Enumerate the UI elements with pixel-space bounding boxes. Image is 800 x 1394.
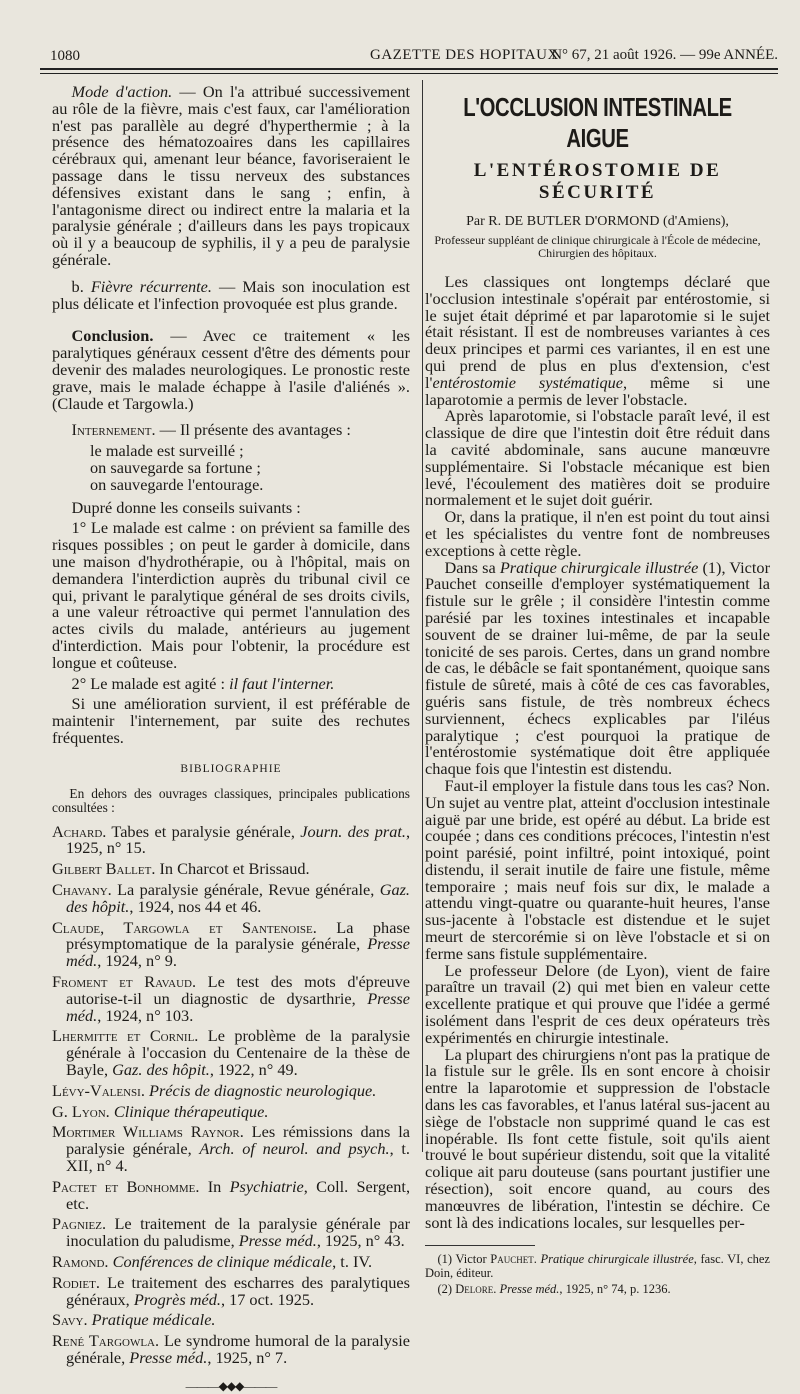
- article-title: L'OCCLUSION INTESTINALE AIGUE: [463, 92, 732, 153]
- bib-author: Pactet et Bonhomme.: [52, 1176, 200, 1196]
- journal-title: GAZETTE DES HOPITAUX: [370, 47, 559, 63]
- bibliography-entry: [52, 1254, 410, 1271]
- bibliography-entry: [52, 1312, 410, 1329]
- bib-ref: , Coll. Sergent, etc.: [66, 1176, 411, 1213]
- page-header: [40, 40, 778, 68]
- bib-text: Le traitement de la paralysie générale par inoculation du paludisme,: [66, 1214, 410, 1251]
- fievre-label: Fièvre récurrente.: [90, 276, 212, 296]
- author-affiliation: Professeur suppléant de clinique chirurgicale à l'École de médecine, Chirurgien des hôpitaux.: [434, 233, 761, 260]
- footnote: [425, 1252, 770, 1280]
- footnote-source: Pratique chirurgicale illustrée: [540, 1252, 694, 1267]
- bib-source: Psychiatrie: [229, 1176, 304, 1196]
- bibliography-entry: [52, 1333, 410, 1367]
- internement-paragraph: Internement. — Il présente des avantages :: [71, 420, 351, 440]
- footnote: [425, 1282, 770, 1296]
- bib-ref: , t. IV.: [332, 1252, 373, 1272]
- body-paragraph-7: La plupart des chirurgiens n'ont pas la pratique de la fistule sur le grêle. Ils en sont encore à choisir entre la laparotomie et suppression de l'obstacle dans les cas favorables, et l'anus latéral sus-jacent au siège de l'obstacle non supprimé quand le cas est inopérable. Ils font cette fistule, soit qu'ils aient trouvé le bout supérieur distendu, soit que la vitalité colique ait paru douteuse (sans pourtant justifier une résection), soit encore quand, au cours des manœuvres de libération, l'intestin se déchire. Ce sont là des indications locales, sur lesquelles per-: [425, 1044, 770, 1232]
- list-item: on sauvegarde sa fortune ;: [90, 457, 261, 477]
- bib-ref: Charcot et Brissaud.: [177, 859, 310, 879]
- footnote-author: Delore.: [455, 1282, 497, 1297]
- ornament-divider: ———◆◆◆———: [185, 1378, 277, 1393]
- bib-ref: , 1924, nos 44 et 46.: [129, 896, 262, 916]
- body-paragraph-6: Le professeur Delore (de Lyon), vient de faire paraître un travail (2) qui met bien en valeur cette excellente pratique et qui prouve que l'idée a germé isolément dans l'esprit de ces deux opérateurs très expérimentés en chirurgie intestinale.: [425, 960, 770, 1047]
- amelioration-paragraph: Si une amélioration survient, il est préférable de maintenir l'internement, par suite des rechutes fréquentes.: [52, 694, 410, 747]
- page-number: 1080: [50, 48, 80, 64]
- bib-author: Gilbert Ballet.: [52, 859, 156, 879]
- bib-text: Tabes et paralysie générale,: [106, 821, 301, 841]
- bibliography-entry: [52, 882, 410, 916]
- bib-author: Lhermitte et Cornil.: [52, 1026, 199, 1046]
- bib-author: Chavany.: [52, 880, 112, 900]
- bib-source: Gaz. des hôpit.: [66, 880, 410, 916]
- bib-source: Presse méd.: [66, 934, 410, 971]
- bibliography-entry: [52, 1272, 410, 1309]
- bibliography-entry: [52, 1124, 410, 1174]
- mode-paragraph: Mode d'action. — On l'a attribué successivement au rôle de la fièvre, mais c'est faux, car l'amélioration n'est pas parallèle au degré d'hyperthermie ; à la présence des hématozoaires dans les capillaires cérébraux qui, amenant leur béance, favoriseraient le passage dans le tissu nerveux des substances défensives existant dans le sang ; enfin, à l'antagonisme direct ou indirect entre la malaria et la paralysie générale ; d'ailleurs dans les pays tropicaux où il y a beaucoup de syphilis, il y a peu de paralysie générale.: [52, 82, 411, 269]
- body-paragraph-2: Après laparotomie, si l'obstacle paraît levé, il est classique de dire que l'intestin doit être réduit dans la cavité abdominale, sans aucune manœuvre supplémentaire. Si l'obstacle mécanique est bien levé, l'écoulement des matières doit se produire normalement et le sujet doit guérir.: [425, 406, 770, 510]
- conclusion-label: Conclusion.: [71, 326, 154, 346]
- bib-source: Journ. des prat.: [300, 821, 406, 841]
- avantages-list: [52, 443, 410, 493]
- bib-author: René Targowla.: [52, 1331, 160, 1351]
- bib-text: Le syndrome humoral de la paralysie générale,: [66, 1331, 410, 1367]
- issue-info: N° 67, 21 août 1926. — 99e ANNÉE.: [551, 47, 778, 63]
- conseil-2-paragraph: 2° Le malade est agité : il faut l'interner.: [71, 673, 335, 693]
- bib-source: Clinique thérapeutique.: [113, 1101, 269, 1121]
- footnote-rule: [425, 1245, 535, 1246]
- bib-author: Ramond.: [52, 1252, 109, 1272]
- bib-author: Froment et Ravaud.: [52, 972, 197, 992]
- dupre-paragraph: Dupré donne les conseils suivants :: [71, 497, 301, 517]
- footnote-source: Presse méd.: [499, 1282, 560, 1297]
- footnote-num: (2): [437, 1282, 456, 1297]
- bibliography-entry: [52, 1216, 410, 1250]
- mode-label: Mode d'action.: [71, 82, 173, 101]
- bib-source: Pratique médicale.: [91, 1310, 216, 1330]
- bibliography-entry: [52, 1028, 410, 1078]
- header-rule: [40, 68, 778, 70]
- column-divider: [422, 80, 423, 1152]
- bib-ref: , 1925, n° 7.: [207, 1348, 288, 1367]
- bibliography-list: [52, 821, 411, 1367]
- bib-text: La paralysie générale, Revue générale,: [111, 880, 380, 900]
- bibliography-entry: [52, 821, 411, 858]
- bib-source: Gaz. des hôpit.: [112, 1060, 210, 1080]
- bib-text: Le problème de la paralysie générale à l'occasion du Centenaire de la thèse de Bayle,: [66, 1026, 410, 1080]
- bib-text: Le traitement des escharres des paralytiques généraux,: [66, 1272, 410, 1309]
- left-column: [52, 84, 410, 1394]
- bib-author: Achard.: [52, 821, 107, 841]
- bibliography-entry: [52, 861, 410, 878]
- bibliography-entry: [52, 974, 410, 1024]
- bib-ref: , t. XII, n° 4.: [66, 1139, 410, 1176]
- bibliography-entry: [52, 1176, 411, 1213]
- bib-source: Conférences de clinique médicale: [112, 1252, 333, 1272]
- bib-source: Presse méd.: [129, 1348, 208, 1367]
- bibliography-entry: [52, 1080, 410, 1100]
- footnote-author: Pauchet.: [490, 1252, 537, 1267]
- body-paragraph-3: Or, dans la pratique, il n'en est point du tout ainsi et les spécialistes du ventre font de nombreuses exceptions à cette règle.: [425, 507, 770, 560]
- bib-text: In: [199, 1176, 230, 1196]
- bib-text: Le test des mots d'épreuve autorise-t-il un diagnostic de dysarthrie,: [66, 972, 410, 1008]
- bib-author: Mortimer Williams Raynor.: [52, 1122, 244, 1142]
- bib-author: Claude, Targowla et Santenoise.: [52, 917, 317, 937]
- bib-author: Savy.: [52, 1310, 88, 1330]
- bib-ref: , 17 oct. 1925.: [220, 1289, 315, 1309]
- bib-ref: , 1925, n° 15.: [66, 821, 411, 858]
- footnote-ref: , fasc. VI, chez Doin, éditeur.: [425, 1252, 770, 1281]
- footnote-num: (1) Victor: [437, 1252, 491, 1267]
- bibliography-heading: BIBLIOGRAPHIE: [180, 762, 282, 775]
- list-item: on sauvegarde l'entourage.: [90, 474, 264, 494]
- bib-source: Presse méd.: [238, 1231, 317, 1251]
- body-paragraph-4: Dans sa Pratique chirurgicale illustrée (1), Victor Pauchet conseille d'employer systématiquement la fistule sur le grêle ; il considère l'intestin comme parésié par les toxines intestinales et incapable souvent de se drainer lui-même, de par la seule tonicité de ses parois. Certes, dans un grand nombre de cas, le débâcle se fait spontanément, quoique sans fistule de sûreté, mais à côté de ces cas favorables, guéris sans fistule, de très nombreux échecs surviennent, échecs explicables par l'iléus paralytique ; c'est pourquoi la pratique de l'entérostomie systématique doit être appliquée chaque fois que l'intestin est distendu.: [425, 557, 770, 779]
- bib-author: Pagniez.: [52, 1214, 107, 1234]
- conseil-1-paragraph: 1° Le malade est calme : on prévient sa famille des risques possibles ; on peut le garder à domicile, dans une maison d'hydrothérapie, ou à l'hôpital, mais on demandera l'interdiction auprès du tribunal civil ce qui, privant le paralytique général de ses droits civils, a une valeur rétroactive qui permet l'annulation des actes civils du malade, antérieurs au jugement d'interdiction. Mais pour l'obtenir, la procédure est longue et coûteuse.: [52, 518, 410, 672]
- footnote-ref: , 1925, n° 74, p. 1236.: [559, 1282, 671, 1297]
- header-rule-thin: [40, 73, 778, 74]
- internement-label: Internement.: [71, 420, 156, 440]
- bib-ref: , 1924, n° 103.: [97, 1005, 194, 1025]
- bib-ref: , 1922, n° 49.: [209, 1060, 298, 1080]
- bib-ref: , 1924, n° 9.: [97, 951, 177, 971]
- bibliography-intro: En dehors des ouvrages classiques, principales publications consultées :: [52, 785, 410, 816]
- bibliography-entry: [52, 917, 410, 971]
- bib-source: Progrès méd.: [133, 1289, 221, 1309]
- article-subtitle: L'ENTÉROSTOMIE DE SÉCURITÉ: [473, 160, 722, 203]
- right-column: [425, 84, 770, 1298]
- article-author: Par R. DE BUTLER D'ORMOND (d'Amiens),: [466, 214, 729, 229]
- body-paragraph-5: Faut-il employer la fistule dans tous les cas? Non. Un sujet au ventre plat, atteint d'occlusion intestinale aiguë par une bride, est opéré au début. La bride est coupée ; dans ces conditions précoces, l'intestin n'est point parésié, point infiltré, point intoxiqué, point distendu, il serait inutile de faire une fistule, même temporaire ; mais neuf fois sur dix, le malade a attendu vingt-quatre ou quarante-huit heures, l'anse sus-jacente à l'obstacle est distendue et le sujet meurt de stercorémie si on lève l'obstacle et si on ferme sans fistule supplémentaire.: [425, 775, 770, 963]
- bib-source: Précis de diagnostic neurologique.: [149, 1080, 377, 1100]
- bib-author: Lévy-Valensi.: [52, 1080, 145, 1100]
- bib-text: In: [155, 859, 178, 879]
- body-paragraph-1: Les classiques ont longtemps déclaré que l'occlusion intestinale s'opérait par entérostomie, si le sujet était déprimé et par laparotomie si le sujet était résistant. Il est de nombreuses variantes à ces deux principes et parmi ces variantes, il en est une qui prend de plus en plus d'extension, c'est l'entérostomie systématique, même si une laparotomie a permis de lever l'obstacle.: [425, 272, 770, 409]
- conclusion-paragraph: Conclusion. — Avec ce traitement « les paralytiques généraux cessent d'être des déments pour devenir des malades neurologiques. Le pronostic reste grave, mais le malade échappe à l'asile d'aliénés ». (Claude et Targowla.): [52, 326, 410, 413]
- footnotes: [425, 1252, 770, 1296]
- fievre-paragraph: b. Fièvre récurrente. — Mais son inoculation est plus délicate et l'infection provoquée est plus grande.: [52, 276, 410, 313]
- bib-source: Arch. of neurol. and psych.: [199, 1139, 390, 1159]
- bib-author: Rodiet.: [52, 1272, 100, 1292]
- list-item: le malade est surveillé ;: [90, 441, 244, 461]
- bibliography-entry: [52, 1101, 410, 1121]
- bib-ref: , 1925, n° 43.: [316, 1231, 405, 1251]
- bib-author: G. Lyon.: [52, 1101, 110, 1121]
- bib-source: Presse méd.: [66, 988, 410, 1025]
- bib-text: La phase présymptomatique de la paralysie générale,: [66, 917, 410, 954]
- bib-text: Les rémissions dans la paralysie générale,: [66, 1122, 411, 1159]
